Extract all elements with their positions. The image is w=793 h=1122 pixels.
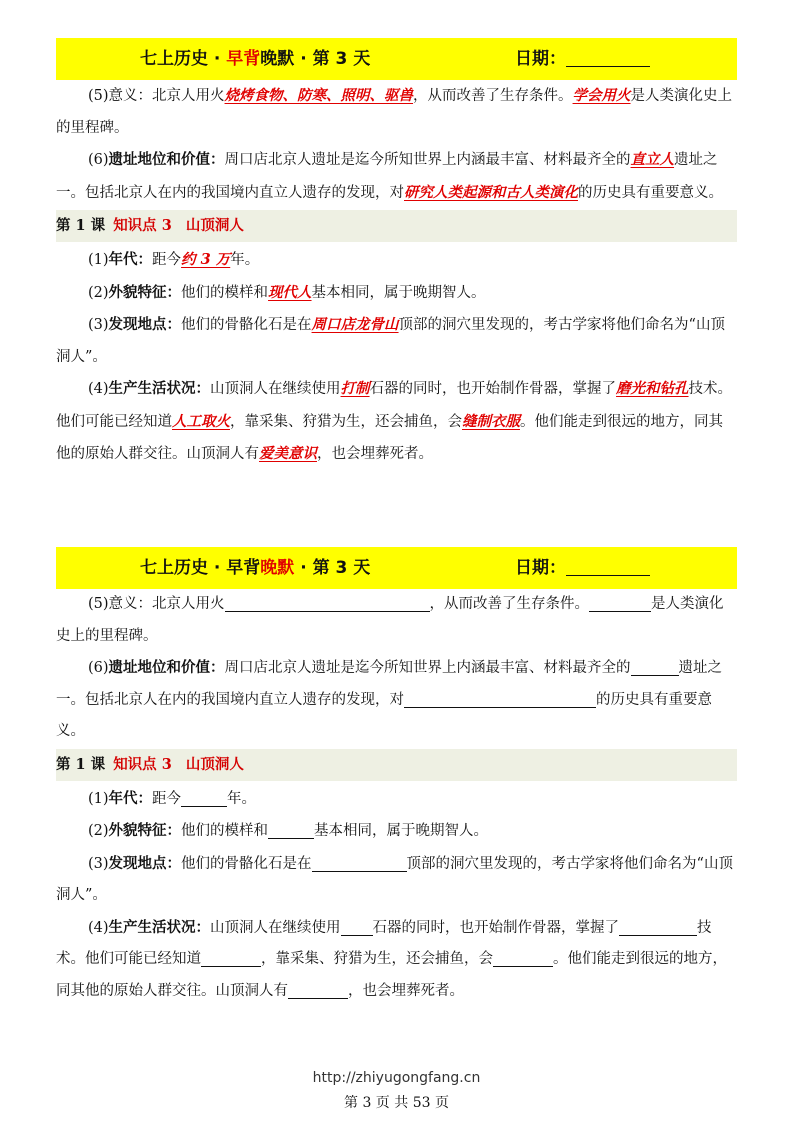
blank-polish-drill[interactable] (619, 917, 697, 936)
lesson-heading: 第 1 课 知识点 3 山顶洞人 (56, 210, 737, 242)
paragraph-significance: (5)意义：北京人用火烧烤食物、防寒、照明、驱兽，从而改善了生存条件。学会用火是人类演化史上的里程碑。 (56, 87, 733, 136)
blank-research-value[interactable] (404, 689, 596, 708)
item-era: (1)年代：距今约 3 万年。 (88, 251, 260, 268)
blank-modern-human[interactable] (268, 820, 314, 839)
footer-url[interactable]: http://zhiyugongfang.cn (312, 1070, 481, 1086)
item-lifestyle: (4)生产生活状况：山顶洞人在继续使用 石器的同时，也开始制作骨器，掌握了 技术。他们可能已经知道 ，靠采集、狩猎为生，还会捕鱼，会 。他们能走到很远的地方，同其他的原始人群交往。山顶洞人有 ，也会埋葬死者。 (56, 918, 727, 999)
paragraph-significance: (5)意义：北京人用火 ，从而改善了生存条件。 是人类演化史上的里程碑。 (56, 589, 737, 652)
date-field: 日期： (515, 38, 650, 80)
item-location: (3)发现地点：他们的骨骼化石是在 顶部的洞穴里发现的，考古学家将他们命名为“山顶洞人”。 (56, 854, 733, 903)
item-location: (3)发现地点：他们的骨骼化石是在周口店龙骨山顶部的洞穴里发现的，考古学家将他们命名为“山顶洞人”。 (56, 316, 725, 365)
item-era: (1)年代：距今 年。 (88, 789, 257, 807)
paragraph-site-value: (6)遗址地位和价值：周口店北京人遗址是迄今所知世界上内涵最丰富、材料最齐全的直立人遗址之一。包括北京人在内的我国境内直立人遗存的发现，对研究人类起源和古人类演化的历史具有重要意义。 (56, 151, 723, 201)
page-number: 第 3 页 共 53 页 (344, 1095, 449, 1111)
blank-aesthetic[interactable] (288, 980, 348, 999)
practice-section (56, 547, 737, 1007)
blank-milestone[interactable] (589, 593, 651, 612)
blank-chipped[interactable] (341, 917, 373, 936)
banner-title: 七上历史 · 早背晚默 · 第 3 天 (140, 49, 371, 69)
lesson-heading: 第 1 课 知识点 3 山顶洞人 (56, 749, 737, 781)
item-appearance: (2)外貌特征：他们的模样和 基本相同，属于晚期智人。 (88, 822, 489, 839)
blank-homo-erectus[interactable] (631, 657, 679, 676)
blank-make-fire[interactable] (201, 948, 261, 967)
date-blank[interactable] (566, 46, 650, 67)
item-lifestyle: (4)生产生活状况：山顶洞人在继续使用打制石器的同时，也开始制作骨器，掌握了磨光和钻孔技术。他们可能已经知道人工取火，靠采集、狩猎为生，还会捕鱼，会缝制衣服。他们能走到很远的地方，同其他的原始人群交往。山顶洞人有爱美意识，也会埋葬死者。 (56, 380, 733, 462)
blank-location[interactable] (312, 853, 407, 872)
paragraph-site-value: (6)遗址地位和价值：周口店北京人遗址是迄今所知世界上内涵最丰富、材料最齐全的 遗址之一。包括北京人在内的我国境内直立人遗存的发现，对 的历史具有重要意义。 (56, 659, 723, 739)
date-blank[interactable] (566, 555, 650, 576)
title-banner (56, 547, 737, 589)
blank-use-of-fire[interactable] (225, 593, 430, 612)
blank-era[interactable] (181, 788, 227, 807)
answer-section (56, 38, 737, 471)
item-appearance: (2)外貌特征：他们的模样和现代人基本相同，属于晚期智人。 (88, 283, 486, 301)
blank-sew-clothes[interactable] (493, 948, 553, 967)
title-banner (56, 38, 737, 80)
banner-title: 七上历史 · 早背晚默 · 第 3 天 (140, 558, 371, 578)
date-field: 日期： (515, 547, 650, 589)
